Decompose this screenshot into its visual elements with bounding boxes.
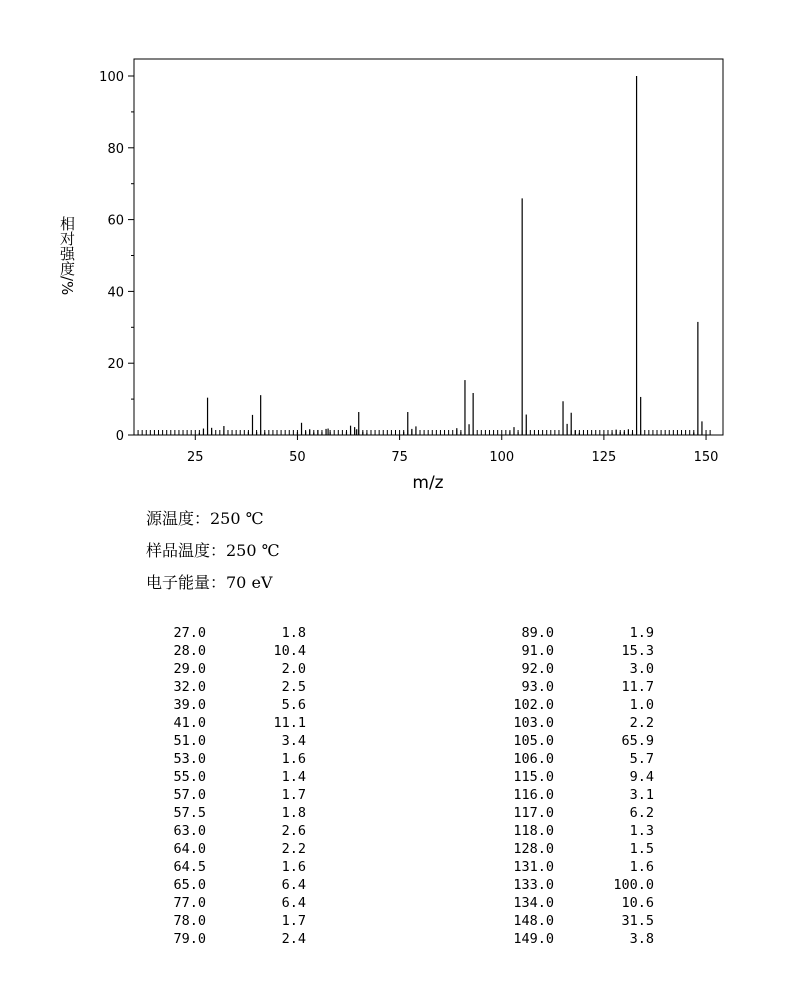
peak-mz: 79.0	[173, 931, 206, 947]
peak-intensity: 65.9	[621, 733, 654, 749]
peak-intensity: 2.2	[281, 841, 306, 857]
x-tick-label: 25	[187, 450, 204, 465]
peak-mz: 78.0	[173, 913, 206, 929]
peak-mz: 105.0	[513, 733, 554, 749]
x-tick-label: 125	[591, 450, 617, 465]
peak-table-row	[494, 624, 654, 642]
peak-mz: 134.0	[513, 895, 554, 911]
peak-table-row	[494, 822, 654, 840]
peak-mz: 65.0	[173, 877, 206, 893]
peak-intensity: 2.0	[281, 661, 306, 677]
peak-table-row	[146, 804, 306, 822]
x-axis-title: m/z	[412, 473, 444, 493]
peak-table-row	[146, 714, 306, 732]
y-axis-title: 相对强度/%	[58, 216, 76, 296]
y-tick-label: 80	[107, 141, 124, 157]
peak-intensity: 100.0	[613, 877, 654, 893]
peak-table-left	[146, 624, 306, 948]
sample-temperature: 样品温度：250 ℃	[146, 541, 280, 560]
peak-table-row	[494, 732, 654, 750]
peak-intensity: 1.7	[281, 787, 306, 803]
peak-table-row	[494, 678, 654, 696]
peak-table-row	[494, 696, 654, 714]
peak-mz: 133.0	[513, 877, 554, 893]
peak-table-row	[146, 840, 306, 858]
peak-intensity: 1.4	[281, 769, 306, 785]
peak-table-row	[146, 894, 306, 912]
peak-mz: 57.0	[173, 787, 206, 803]
peak-mz: 51.0	[173, 733, 206, 749]
peak-mz: 115.0	[513, 769, 554, 785]
peak-mz: 118.0	[513, 823, 554, 839]
peak-intensity: 2.5	[281, 679, 306, 695]
peak-mz: 64.5	[173, 859, 206, 875]
peak-intensity: 6.4	[281, 877, 306, 893]
peak-table-row	[146, 822, 306, 840]
peak-table-row	[494, 642, 654, 660]
peak-mz: 63.0	[173, 823, 206, 839]
peak-table-row	[494, 894, 654, 912]
peak-table-row	[494, 876, 654, 894]
peak-mz: 28.0	[173, 643, 206, 659]
peak-intensity: 1.6	[281, 751, 306, 767]
peak-intensity: 1.9	[629, 625, 654, 641]
peak-mz: 27.0	[173, 625, 206, 641]
peak-table-row	[494, 768, 654, 786]
x-tick-label: 100	[489, 450, 515, 465]
peak-mz: 64.0	[173, 841, 206, 857]
peak-table-row	[494, 930, 654, 948]
peak-intensity: 1.0	[629, 697, 654, 713]
peak-table-right	[494, 624, 654, 948]
axis-ticks	[99, 70, 718, 465]
peak-table-row	[146, 786, 306, 804]
peak-table-row	[146, 660, 306, 678]
peak-intensity: 6.4	[281, 895, 306, 911]
x-tick-label: 150	[693, 450, 719, 465]
peak-intensity: 9.4	[629, 769, 654, 785]
peak-intensity: 1.3	[629, 823, 654, 839]
peak-table-row	[494, 804, 654, 822]
peak-table-row	[494, 786, 654, 804]
peak-mz: 29.0	[173, 661, 206, 677]
peak-table-row	[146, 642, 306, 660]
peak-intensity: 1.5	[629, 841, 654, 857]
peak-intensity: 11.1	[273, 715, 306, 731]
peak-intensity: 10.4	[273, 643, 306, 659]
peak-table-row	[146, 678, 306, 696]
y-tick-label: 60	[107, 213, 124, 229]
peak-table-row	[494, 912, 654, 930]
peak-table-row	[494, 750, 654, 768]
peak-mz: 89.0	[521, 625, 554, 641]
peak-mz: 32.0	[173, 679, 206, 695]
peak-intensity: 1.6	[281, 859, 306, 875]
peak-table-row	[146, 768, 306, 786]
source-temperature: 源温度：250 ℃	[146, 509, 264, 528]
y-tick-label: 0	[115, 429, 124, 444]
peak-table-row	[146, 930, 306, 948]
peak-intensity: 1.8	[281, 625, 306, 641]
x-tick-label: 50	[289, 450, 306, 465]
peak-table-row	[146, 624, 306, 642]
plot-frame	[134, 59, 723, 435]
peak-intensity: 3.8	[629, 931, 654, 947]
peak-intensity: 3.0	[629, 661, 654, 677]
peak-mz: 39.0	[173, 697, 206, 713]
peak-table-row	[146, 696, 306, 714]
electron-energy: 电子能量：70 eV	[146, 573, 273, 592]
peak-table-row	[146, 750, 306, 768]
peak-intensity: 1.7	[281, 913, 306, 929]
peak-intensity: 2.2	[629, 715, 654, 731]
peak-mz: 57.5	[173, 805, 206, 821]
peak-mz: 106.0	[513, 751, 554, 767]
peak-table-row	[494, 660, 654, 678]
peak-intensity: 3.1	[629, 787, 654, 803]
peak-intensity: 1.6	[629, 859, 654, 875]
peak-intensity: 5.6	[281, 697, 306, 713]
peak-mz: 41.0	[173, 715, 206, 731]
peak-table-row	[146, 858, 306, 876]
peak-intensity: 6.2	[629, 805, 654, 821]
y-tick-label: 100	[99, 70, 124, 85]
peak-mz: 117.0	[513, 805, 554, 821]
peak-intensity: 3.4	[281, 733, 306, 749]
peak-table-row	[146, 876, 306, 894]
peak-mz: 53.0	[173, 751, 206, 767]
peak-mz: 102.0	[513, 697, 554, 713]
peak-mz: 128.0	[513, 841, 554, 857]
peak-mz: 103.0	[513, 715, 554, 731]
peak-mz: 92.0	[521, 661, 554, 677]
peak-intensity: 2.4	[281, 931, 306, 947]
y-tick-label: 20	[107, 357, 124, 373]
peak-mz: 116.0	[513, 787, 554, 803]
peak-table-row	[146, 732, 306, 750]
peak-table-row	[146, 912, 306, 930]
peak-mz: 91.0	[521, 643, 554, 659]
peak-mz: 93.0	[521, 679, 554, 695]
peak-table-row	[494, 840, 654, 858]
peak-intensity: 10.6	[621, 895, 654, 911]
peak-mz: 77.0	[173, 895, 206, 911]
peak-intensity: 31.5	[621, 913, 654, 929]
peak-table-row	[494, 714, 654, 732]
x-tick-label: 75	[391, 450, 408, 465]
peak-intensity: 15.3	[621, 643, 654, 659]
peak-mz: 148.0	[513, 913, 554, 929]
y-tick-label: 40	[107, 285, 124, 301]
peak-mz: 149.0	[513, 931, 554, 947]
peak-intensity: 11.7	[621, 679, 654, 695]
peaks	[199, 76, 702, 435]
peak-mz: 55.0	[173, 769, 206, 785]
peak-intensity: 5.7	[629, 751, 654, 767]
peak-table-row	[494, 858, 654, 876]
peak-intensity: 1.8	[281, 805, 306, 821]
peak-intensity: 2.6	[281, 823, 306, 839]
peak-mz: 131.0	[513, 859, 554, 875]
